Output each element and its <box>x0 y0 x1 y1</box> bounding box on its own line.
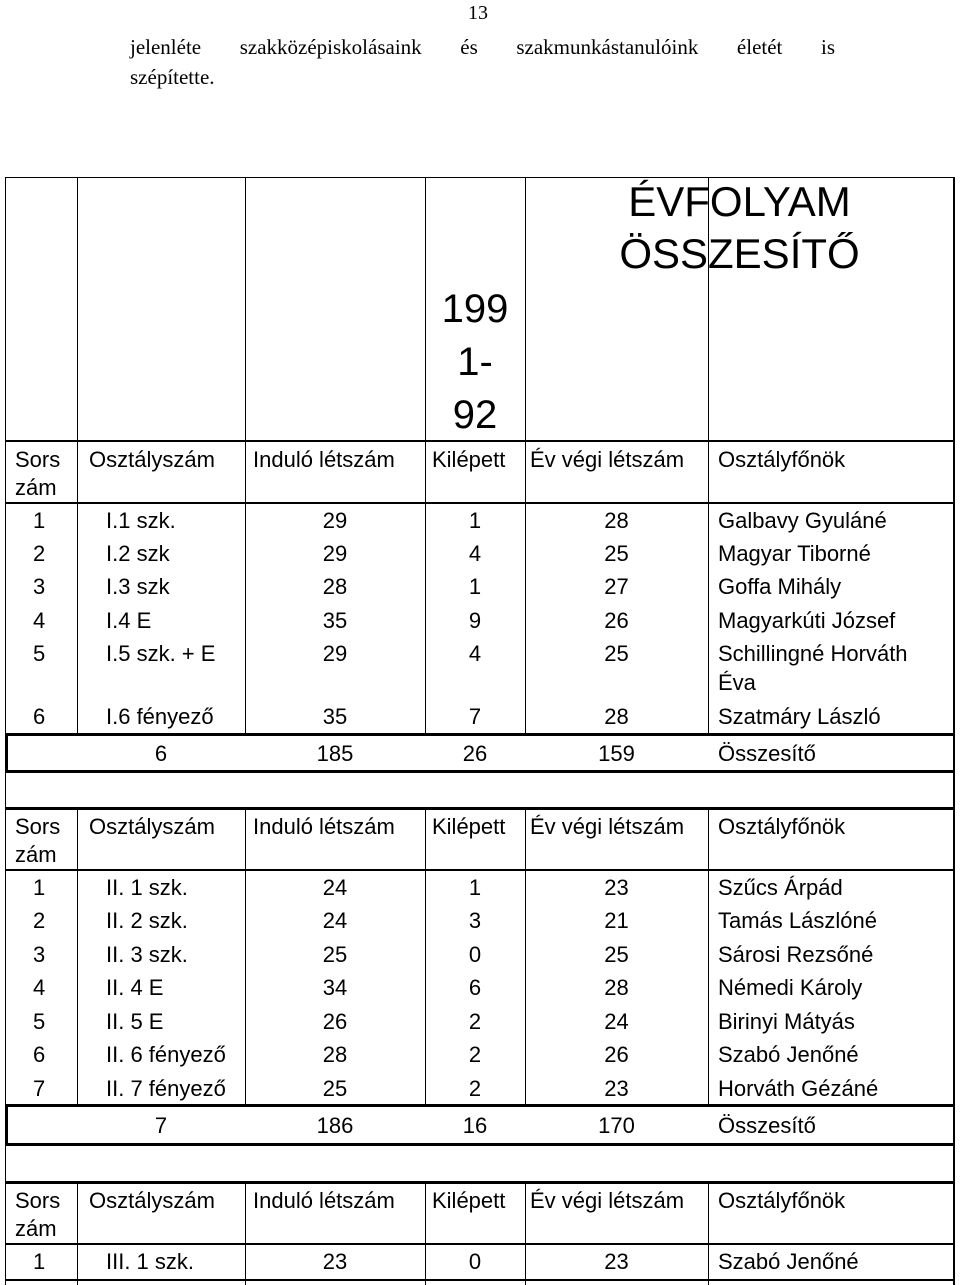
year-line-1: 199 <box>441 287 509 331</box>
row-osztalyfonok: Némedi Károly <box>718 975 863 1000</box>
grid-line <box>245 1181 246 1285</box>
grid-line <box>5 1243 955 1245</box>
row-evvegi: 25 <box>604 942 629 967</box>
total-count: 6 <box>154 741 168 766</box>
t2-header-sors-2: zám <box>15 842 57 867</box>
row-kilepett: 7 <box>468 704 482 729</box>
grid-line <box>953 773 955 808</box>
t2-header-kilepett: Kilépett <box>432 814 506 839</box>
grid-line <box>425 1181 426 1285</box>
row-indulo: 23 <box>322 1249 348 1274</box>
row-osztaly: I.6 fényező <box>106 704 214 729</box>
grid-line <box>5 807 6 1105</box>
intro-line-2: szépítette. <box>130 65 215 89</box>
row-evvegi: 23 <box>604 1249 629 1274</box>
intro-paragraph <box>130 32 835 92</box>
grid-line <box>708 440 709 733</box>
row-evvegi: 25 <box>604 641 629 666</box>
total-evvegi: 170 <box>598 1113 635 1138</box>
row-evvegi: 28 <box>604 704 629 729</box>
t2-header-evvegi: Év végi létszám <box>530 814 685 839</box>
grid-line <box>5 807 955 810</box>
row-kilepett: 1 <box>468 574 482 599</box>
row-osztalyfonok: Szűcs Árpád <box>718 875 843 900</box>
grid-line <box>5 1104 955 1107</box>
row-indulo: 24 <box>322 908 348 933</box>
grid-line <box>245 177 246 440</box>
row-osztalyfonok: Sárosi Rezsőné <box>718 942 874 967</box>
grid-line <box>5 1181 6 1285</box>
grid-line <box>5 440 955 442</box>
grid-line <box>425 440 426 733</box>
t1-header-sors: Sors <box>15 447 61 472</box>
row-indulo: 29 <box>322 641 348 666</box>
row-sors: 3 <box>33 942 46 967</box>
row-osztalyfonok: Szatmáry László <box>718 704 881 729</box>
t3-header-indulo: Induló létszám <box>253 1188 395 1213</box>
row-kilepett: 3 <box>468 908 482 933</box>
row-osztalyfonok: Magyar Tiborné <box>718 541 871 566</box>
row-osztaly: I.2 szk <box>106 541 170 566</box>
grid-line <box>953 807 955 1147</box>
t2-header-osztalyfonok: Osztályfőnök <box>718 814 846 839</box>
row-evvegi: 28 <box>604 975 629 1000</box>
row-osztalyfonok: Schillingné Horváth <box>718 641 908 666</box>
grid-line <box>5 502 955 504</box>
grid-line <box>953 1181 955 1285</box>
row-indulo: 26 <box>322 1009 348 1034</box>
grid-line <box>5 770 955 773</box>
grid-line <box>425 807 426 1105</box>
row-indulo: 34 <box>322 975 348 1000</box>
grid-line <box>77 177 78 440</box>
grid-line <box>5 1104 8 1146</box>
row-sors: 1 <box>33 875 46 900</box>
row-osztaly: II. 3 szk. <box>106 942 188 967</box>
row-indulo: 35 <box>322 704 348 729</box>
row-evvegi: 28 <box>604 508 629 533</box>
row-osztalyfonok: Galbavy Gyuláné <box>718 508 887 533</box>
row-osztalyfonok: Szabó Jenőné <box>718 1042 859 1067</box>
t3-header-sors: Sors <box>15 1188 61 1213</box>
row-evvegi: 21 <box>604 908 629 933</box>
total-indulo: 186 <box>316 1113 354 1138</box>
row-indulo: 28 <box>322 1042 348 1067</box>
t2-header-indulo: Induló létszám <box>253 814 395 839</box>
row-osztaly: I.1 szk. <box>106 508 176 533</box>
row-osztalyfonok: Tamás Lászlóné <box>718 908 877 933</box>
row-sors: 4 <box>33 975 46 1000</box>
row-sors: 3 <box>33 574 46 599</box>
row-evvegi: 27 <box>604 574 629 599</box>
grid-line <box>708 1181 709 1285</box>
row-evvegi: 26 <box>604 608 629 633</box>
grid-line <box>953 1146 955 1181</box>
row-sors: 1 <box>33 508 46 533</box>
row-kilepett: 0 <box>468 1249 482 1274</box>
row-osztalyfonok: Horváth Gézáné <box>718 1076 879 1101</box>
row-sors: 5 <box>33 641 46 666</box>
row-sors: 5 <box>33 1009 46 1034</box>
row-osztaly: III. 1 szk. <box>106 1249 195 1274</box>
title-line-2: ÖSSZESÍTŐ <box>619 230 860 277</box>
total-kilepett: 16 <box>462 1113 488 1138</box>
grid-line <box>5 1143 955 1146</box>
total-count: 7 <box>154 1113 168 1138</box>
grid-line <box>77 807 78 1105</box>
row-osztalyfonok: Goffa Mihály <box>718 574 842 599</box>
t3-header-osztaly: Osztályszám <box>89 1188 215 1213</box>
grid-line <box>245 440 246 733</box>
row-kilepett: 4 <box>468 641 482 666</box>
t2-header-sors: Sors <box>15 814 61 839</box>
row-evvegi: 23 <box>604 875 629 900</box>
row-indulo: 24 <box>322 875 348 900</box>
row-evvegi: 26 <box>604 1042 629 1067</box>
grid-line <box>5 1146 6 1181</box>
row-osztalyfonok-2: Éva <box>718 670 756 695</box>
row-kilepett: 6 <box>468 975 482 1000</box>
row-sors: 6 <box>33 1042 46 1067</box>
row-kilepett: 1 <box>468 508 482 533</box>
row-osztaly: I.4 E <box>106 608 152 633</box>
total-label: Összesítő <box>718 1113 816 1138</box>
row-kilepett: 1 <box>468 875 482 900</box>
row-osztaly: I.3 szk <box>106 574 170 599</box>
title-line-1: ÉVFOLYAM <box>628 178 851 225</box>
row-osztaly: I.5 szk. + E <box>106 641 216 666</box>
row-osztalyfonok: Birinyi Mátyás <box>718 1009 855 1034</box>
row-sors: 6 <box>33 704 46 729</box>
t1-header-sors-2: zám <box>15 475 57 500</box>
row-osztaly: II. 4 E <box>106 975 164 1000</box>
grid-line <box>77 440 78 733</box>
t2-header-osztaly: Osztályszám <box>89 814 215 839</box>
row-osztalyfonok: Szabó Jenőné <box>718 1249 859 1274</box>
grid-line <box>708 807 709 1105</box>
row-osztaly: II. 5 E <box>106 1009 164 1034</box>
t3-header-osztalyfonok: Osztályfőnök <box>718 1188 846 1213</box>
t1-header-evvegi: Év végi létszám <box>530 447 685 472</box>
grid-line <box>5 733 955 736</box>
row-evvegi: 25 <box>604 541 629 566</box>
row-kilepett: 4 <box>468 541 482 566</box>
row-indulo: 29 <box>322 508 348 533</box>
total-kilepett: 26 <box>462 741 488 766</box>
total-indulo: 185 <box>316 741 354 766</box>
t1-header-kilepett: Kilépett <box>432 447 506 472</box>
grid-line <box>245 807 246 1105</box>
grid-line <box>5 733 8 773</box>
t3-header-evvegi: Év végi létszám <box>530 1188 685 1213</box>
total-label: Összesítő <box>718 741 816 766</box>
t1-header-osztaly: Osztályszám <box>89 447 215 472</box>
row-sors: 7 <box>33 1076 46 1101</box>
row-kilepett: 2 <box>468 1009 482 1034</box>
grid-line <box>5 1279 955 1281</box>
row-osztalyfonok: Magyarkúti József <box>718 608 896 633</box>
t1-header-osztalyfonok: Osztályfőnök <box>718 447 846 472</box>
row-sors: 2 <box>33 541 46 566</box>
row-osztaly: II. 6 fényező <box>106 1042 226 1067</box>
row-osztaly: II. 2 szk. <box>106 908 188 933</box>
row-indulo: 35 <box>322 608 348 633</box>
grid-line <box>5 869 955 871</box>
page-number: 13 <box>468 2 488 24</box>
row-indulo: 29 <box>322 541 348 566</box>
year-line-3: 92 <box>452 393 498 437</box>
row-kilepett: 0 <box>468 942 482 967</box>
grid-line <box>953 440 955 773</box>
year-line-2: 1- <box>457 340 493 384</box>
t3-header-sors-2: zám <box>15 1216 57 1241</box>
row-sors: 2 <box>33 908 46 933</box>
grid-line <box>5 177 6 440</box>
grid-line <box>525 1181 526 1285</box>
row-indulo: 25 <box>322 1076 348 1101</box>
intro-line-1: jelenléte szakközépiskolásaink és szakmunkástanulóink életét is <box>130 35 835 59</box>
row-evvegi: 23 <box>604 1076 629 1101</box>
row-indulo: 28 <box>322 574 348 599</box>
grid-line <box>77 1181 78 1285</box>
row-sors: 4 <box>33 608 46 633</box>
t1-header-indulo: Induló létszám <box>253 447 395 472</box>
row-evvegi: 24 <box>604 1009 629 1034</box>
row-kilepett: 9 <box>468 608 482 633</box>
grid-line <box>5 440 6 733</box>
row-sors: 1 <box>33 1249 46 1274</box>
total-evvegi: 159 <box>598 741 635 766</box>
row-osztaly: II. 7 fényező <box>106 1076 226 1101</box>
t3-header-kilepett: Kilépett <box>432 1188 506 1213</box>
grid-line <box>5 773 6 808</box>
row-kilepett: 2 <box>468 1042 482 1067</box>
grid-line <box>525 440 526 733</box>
grid-line <box>5 1181 955 1184</box>
row-kilepett: 2 <box>468 1076 482 1101</box>
grid-line <box>525 807 526 1105</box>
row-indulo: 25 <box>322 942 348 967</box>
row-osztaly: II. 1 szk. <box>106 875 188 900</box>
